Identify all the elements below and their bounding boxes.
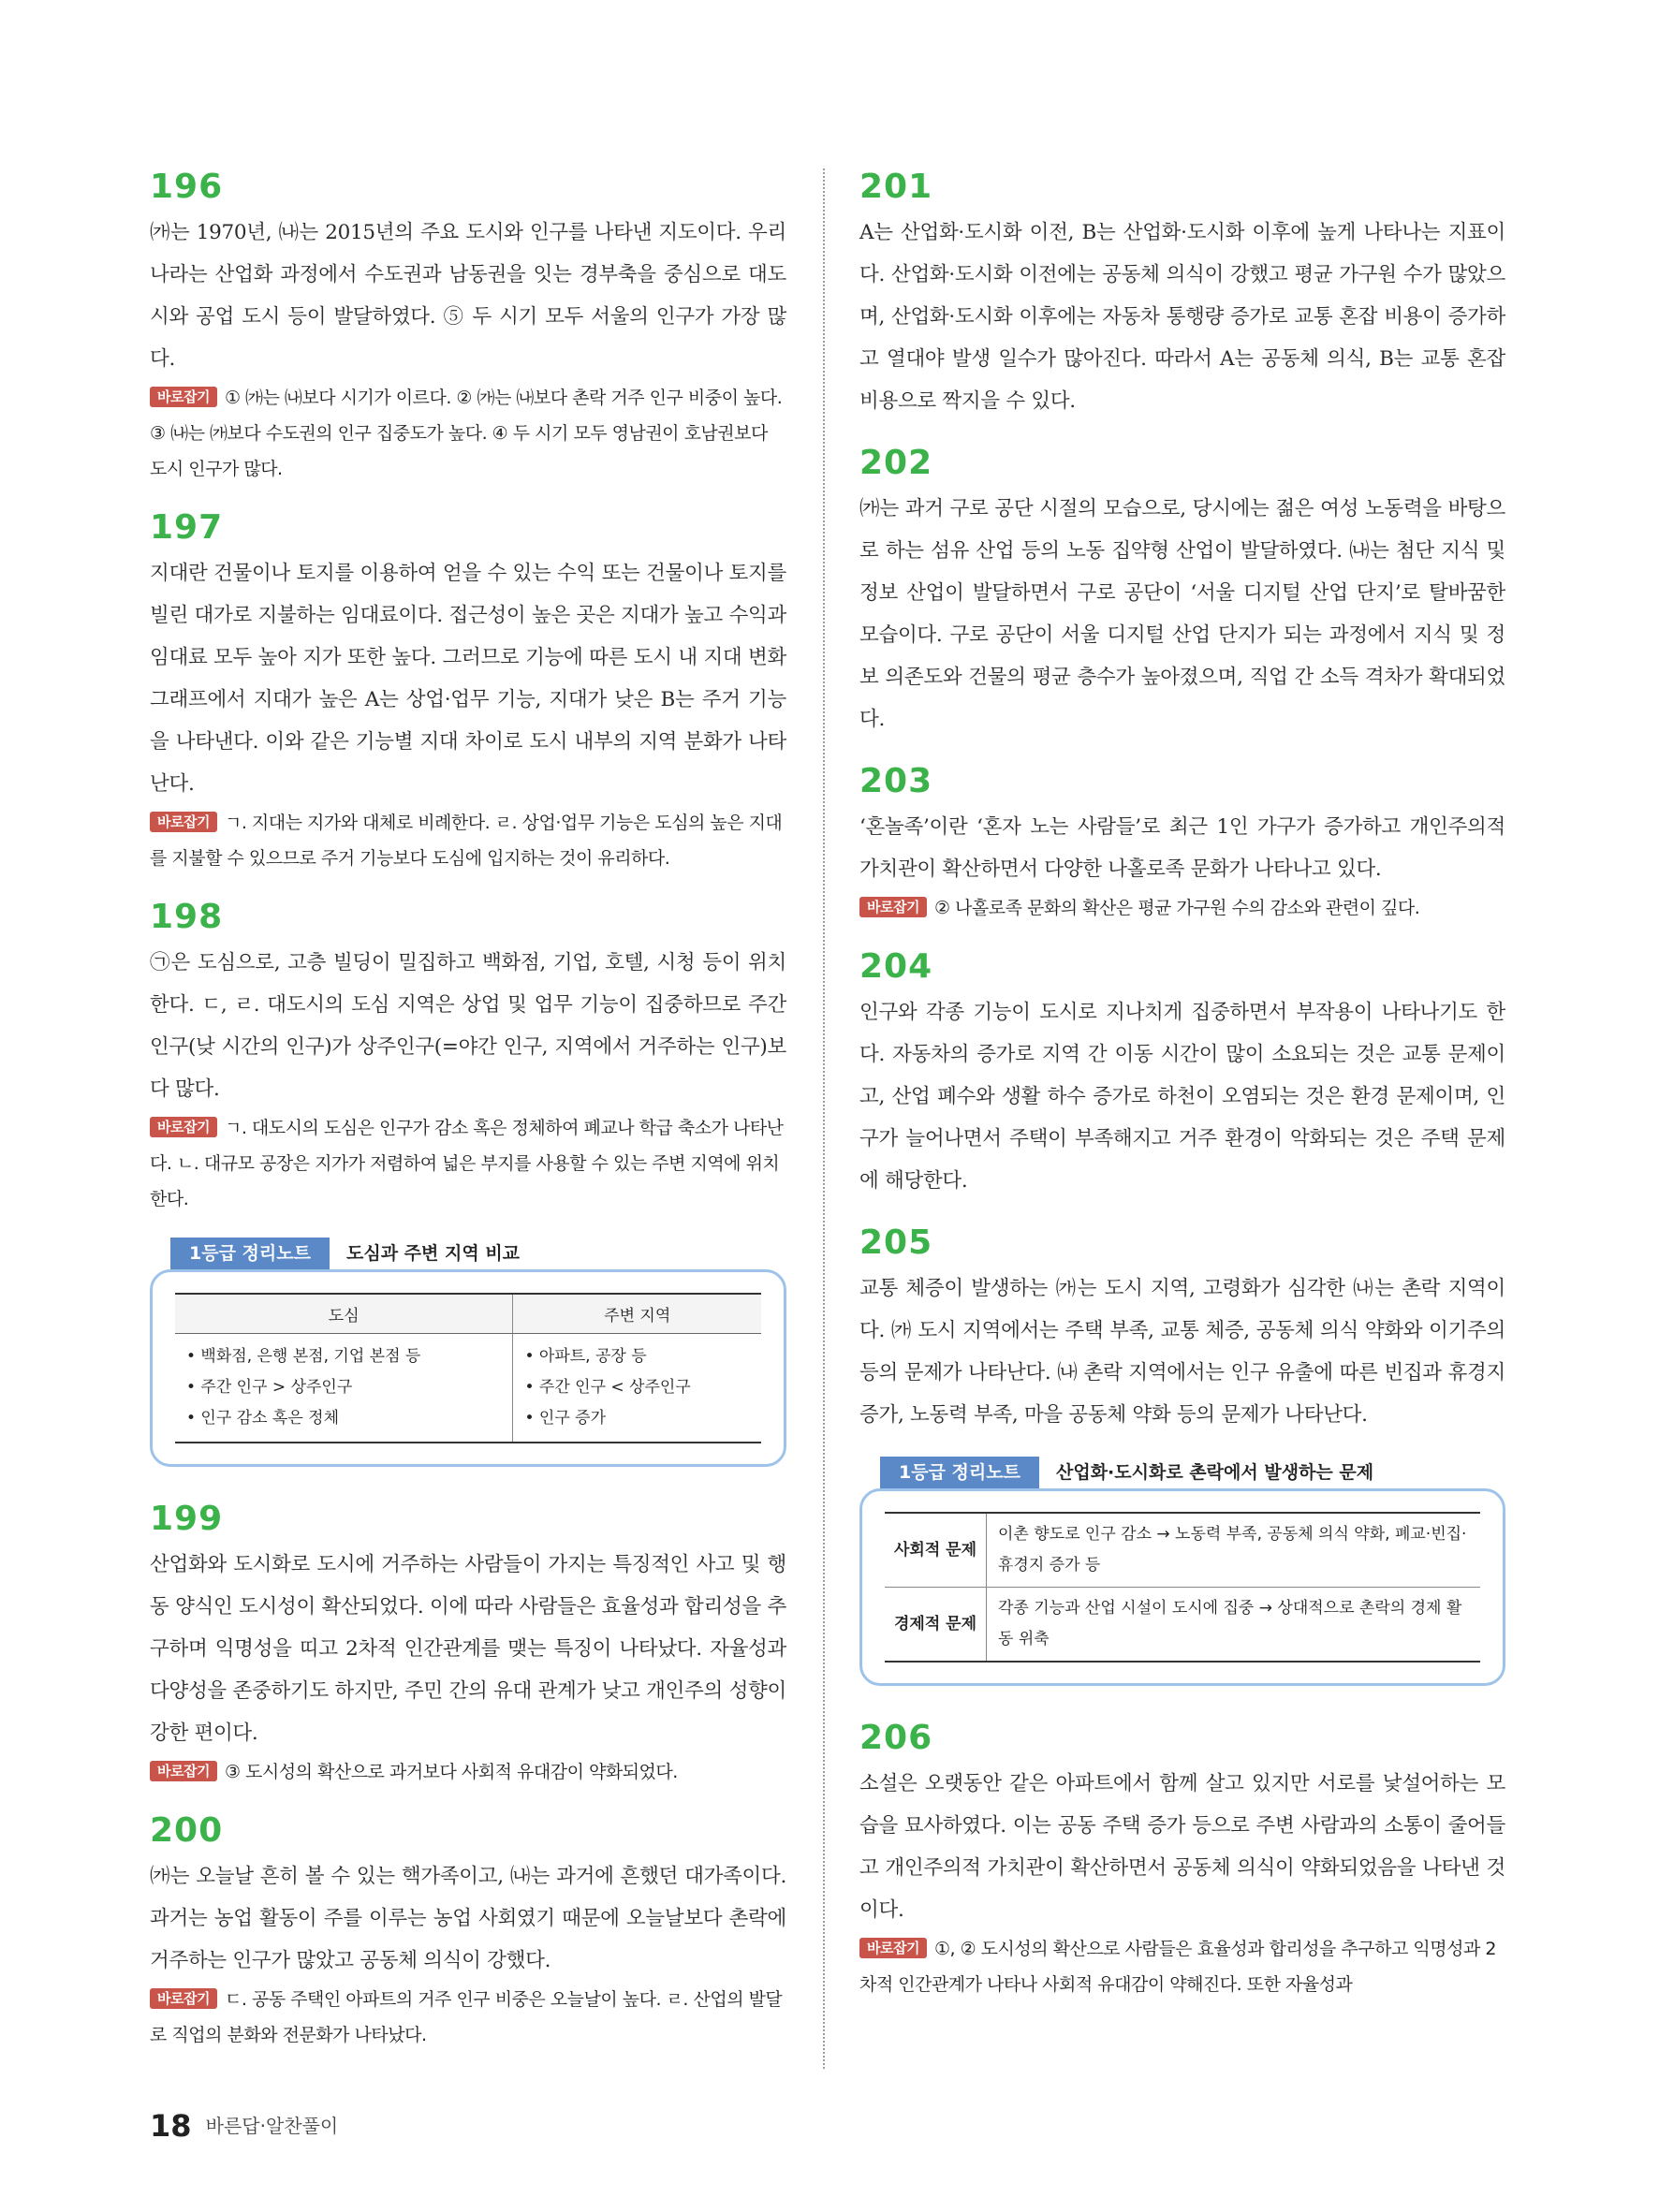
rural-problems-table — [885, 1512, 1480, 1663]
correction-note — [150, 1754, 786, 1790]
explanation-text: ㈎는 과거 구로 공단 시절의 모습으로, 당시에는 젊은 여성 노동력을 바탕으로 하는 섬유 산업 등의 노동 집약형 산업이 발달하였다. ㈏는 첨단 지식 및 정보 산업이 발달하면서 구로 공단이 ‘서울 디지털 산업 단지’로 탈바꿈한 모습이다. 구로 공단이 서울 디지털 산업 단지가 되는 과정에서 지식 및 정보 의존도와 건물의 평균 층수가 높아졌으며, 직업 간 소득 격차가 확대되었다. — [859, 497, 1505, 731]
list-item: • 백화점, 은행 본점, 기업 본점 등 — [186, 1347, 421, 1366]
list-item: • 아파트, 공장 등 — [524, 1347, 647, 1366]
correction-text: ③ 도시성의 확산으로 과거보다 사회적 유대감이 약화되었다. — [224, 1762, 678, 1782]
table-cell-suburb — [513, 1334, 761, 1443]
table-row — [885, 1513, 1480, 1588]
summary-note-box — [859, 1488, 1505, 1686]
correction-text: ㄱ. 지대는 지가와 대체로 비례한다. ㄹ. 상업·업무 기능은 도심의 높은 지대를 지불할 수 있으므로 주거 기능보다 도심에 입지하는 것이 유리하다. — [150, 813, 783, 869]
question-number: 198 — [150, 898, 224, 936]
answer-200 — [150, 1810, 786, 2053]
answer-202 — [859, 443, 1505, 740]
table-row — [885, 1588, 1480, 1663]
answer-196 — [150, 167, 786, 487]
question-number: 203 — [859, 762, 933, 800]
explanation-text: ㈎는 1970년, ㈏는 2015년의 주요 도시와 인구를 나타낸 지도이다. 우리나라는 산업화 과정에서 수도권과 남동권을 잇는 경부축을 중심으로 대도시와 공업 도시 등이 발달하였다. ⑤ 두 시기 모두 서울의 인구가 가장 많다. — [150, 221, 786, 371]
question-number: 205 — [859, 1223, 933, 1262]
correction-note — [150, 1982, 786, 2053]
explanation-text: 산업화와 도시화로 도시에 거주하는 사람들이 가지는 특징적인 사고 및 행동 양식인 도시성이 확산되었다. 이에 따라 사람들은 효율성과 합리성을 추구하며 익명성을 띠고 2차적 인간관계를 맺는 특징이 나타났다. 자율성과 다양성을 존중하기도 하지만, 주민 간의 유대 관계가 낮고 개인주의 성향이 강한 편이다. — [150, 1553, 786, 1745]
explanation-text: A는 산업화·도시화 이전, B는 산업화·도시화 이후에 높게 나타나는 지표이다. 산업화·도시화 이전에는 공동체 의식이 강했고 평균 가구원 수가 많았으며, 산업화·도시화 이후에는 자동차 통행량 증가로 교통 혼잡 비용이 증가하고 열대야 발생 일수가 많아진다. 따라서 A는 공동체 의식, B는 교통 혼잡 비용으로 짝지을 수 있다. — [859, 221, 1505, 413]
list-item: • 주간 인구 > 상주인구 — [186, 1378, 353, 1397]
summary-note-title: 산업화·도시화로 촌락에서 발생하는 문제 — [1056, 1462, 1374, 1483]
question-number: 201 — [859, 168, 933, 206]
right-column — [859, 167, 1505, 2023]
column-divider — [823, 168, 825, 2069]
table-header: 도심 — [175, 1294, 513, 1334]
correction-note — [859, 890, 1505, 926]
answer-199 — [150, 1499, 786, 1790]
answer-197 — [150, 507, 786, 876]
book-title: 바른답·알찬풀이 — [205, 2115, 339, 2137]
correction-tag: 바로잡기 — [150, 1117, 217, 1137]
question-number: 204 — [859, 947, 933, 986]
answer-203 — [859, 761, 1505, 926]
correction-tag: 바로잡기 — [859, 1938, 927, 1958]
question-number: 200 — [150, 1811, 224, 1850]
left-column — [150, 167, 786, 2073]
summary-note-tab: 1등급 정리노트 — [880, 1457, 1039, 1488]
summary-note-title: 도심과 주변 지역 비교 — [346, 1243, 521, 1264]
correction-tag: 바로잡기 — [859, 897, 927, 917]
question-number: 197 — [150, 508, 224, 547]
explanation-text: ㈎는 오늘날 흔히 볼 수 있는 핵가족이고, ㈏는 과거에 흔했던 대가족이다. 과거는 농업 활동이 주를 이루는 농업 사회였기 때문에 오늘날보다 촌락에 거주하는 인구가 많았고 공동체 의식이 강했다. — [150, 1865, 786, 1972]
correction-text: ①, ② 도시성의 확산으로 사람들은 효율성과 합리성을 추구하고 익명성과 2차적 인간관계가 나타나 사회적 유대감이 약해진다. 또한 자율성과 — [859, 1939, 1496, 1995]
table-header: 주변 지역 — [513, 1294, 761, 1334]
table-cell-downtown — [175, 1334, 513, 1443]
correction-text: ② 나홀로족 문화의 확산은 평균 가구원 수의 감소와 관련이 깊다. — [933, 898, 1420, 918]
row-label: 경제적 문제 — [885, 1588, 987, 1663]
correction-note — [150, 1110, 786, 1217]
answer-205 — [859, 1223, 1505, 1436]
row-text: 이촌 향도로 인구 감소 → 노동력 부족, 공동체 의식 약화, 폐교·빈집·휴경지 증가 등 — [998, 1525, 1467, 1575]
page-number: 18 — [150, 2108, 192, 2144]
row-text: 각종 기능과 산업 시설이 도시에 집중 → 상대적으로 촌락의 경제 활동 위축 — [987, 1588, 1481, 1663]
summary-note-header — [859, 1457, 1505, 1488]
summary-note-header — [150, 1238, 786, 1269]
explanation-text: ‘혼놀족’이란 ‘혼자 노는 사람들’로 최근 1인 가구가 증가하고 개인주의적 가치관이 확산하면서 다양한 나홀로족 문화가 나타나고 있다. — [859, 815, 1505, 881]
correction-tag: 바로잡기 — [150, 1988, 217, 2009]
correction-note — [150, 805, 786, 876]
correction-text: ㄷ. 공동 주택인 아파트의 거주 인구 비중은 오늘날이 높다. ㄹ. 산업의 발달로 직업의 분화와 전문화가 나타났다. — [150, 1989, 783, 2045]
row-label: 사회적 문제 — [885, 1513, 987, 1588]
list-item: • 인구 증가 — [524, 1409, 606, 1428]
correction-tag: 바로잡기 — [150, 1761, 217, 1781]
summary-note-box — [150, 1269, 786, 1467]
list-item: • 인구 감소 혹은 정체 — [186, 1409, 340, 1428]
question-number: 202 — [859, 444, 933, 482]
answer-206 — [859, 1718, 1505, 2002]
explanation-text: ㉠은 도심으로, 고층 빌딩이 밀집하고 백화점, 기업, 호텔, 시청 등이 위치한다. ㄷ, ㄹ. 대도시의 도심 지역은 상업 및 업무 기능이 집중하므로 주간 인구(낮 시간의 인구)가 상주인구(=야간 인구, 지역에서 거주하는 인구)보다 많다. — [150, 951, 786, 1101]
correction-text: ① ㈎는 ㈏보다 시기가 이르다. ② ㈎는 ㈏보다 촌락 거주 인구 비중이 높다. ③ ㈏는 ㈎보다 수도권의 인구 집중도가 높다. ④ 두 시기 모두 영남권이 호남권보다 도시 인구가 많다. — [150, 388, 783, 479]
question-number: 196 — [150, 168, 224, 206]
explanation-text: 교통 체증이 발생하는 ㈎는 도시 지역, 고령화가 심각한 ㈏는 촌락 지역이다. ㈎ 도시 지역에서는 주택 부족, 교통 체증, 공동체 의식 약화와 이기주의 등의 문제가 나타난다. ㈏ 촌락 지역에서는 인구 유출에 따른 빈집과 휴경지 증가, 노동력 부족, 마을 공동체 약화 등의 문제가 나타난다. — [859, 1277, 1505, 1427]
correction-tag: 바로잡기 — [150, 387, 217, 407]
explanation-text: 소설은 오랫동안 같은 아파트에서 함께 살고 있지만 서로를 낯설어하는 모습을 묘사하였다. 이는 공동 주택 증가 등으로 주변 사람과의 소통이 줄어들고 개인주의적 가치관이 확산하면서 공동체 의식이 약화되었음을 나타낸 것이다. — [859, 1772, 1505, 1922]
question-number: 199 — [150, 1500, 224, 1538]
answer-198 — [150, 897, 786, 1217]
correction-tag: 바로잡기 — [150, 812, 217, 832]
list-item: • 주간 인구 < 상주인구 — [524, 1378, 691, 1397]
answer-204 — [859, 946, 1505, 1202]
answer-201 — [859, 167, 1505, 422]
explanation-text: 지대란 건물이나 토지를 이용하여 얻을 수 있는 수익 또는 건물이나 토지를 빌린 대가로 지불하는 임대료이다. 접근성이 높은 곳은 지대가 높고 수익과 임대료 모두 높아 지가 또한 높다. 그러므로 기능에 따른 도시 내 지대 변화 그래프에서 지대가 높은 A는 상업·업무 기능, 지대가 낮은 B는 주거 기능을 나타낸다. 이와 같은 기능별 지대 차이로 도시 내부의 지역 분화가 나타난다. — [150, 562, 786, 796]
correction-note — [150, 380, 786, 487]
question-number: 206 — [859, 1719, 933, 1757]
correction-text: ㄱ. 대도시의 도심은 인구가 감소 혹은 정체하여 폐교나 학급 축소가 나타난다. ㄴ. 대규모 공장은 지가가 저렴하여 넓은 부지를 사용할 수 있는 주변 지역에 위치한다. — [150, 1118, 784, 1209]
page-footer — [150, 2108, 338, 2144]
comparison-table — [175, 1293, 761, 1443]
correction-note — [859, 1931, 1505, 2002]
explanation-text: 인구와 각종 기능이 도시로 지나치게 집중하면서 부작용이 나타나기도 한다. 자동차의 증가로 지역 간 이동 시간이 많이 소요되는 것은 교통 문제이고, 산업 폐수와 생활 하수 증가로 하천이 오염되는 것은 환경 문제이며, 인구가 늘어나면서 주택이 부족해지고 거주 환경이 악화되는 것은 주택 문제에 해당한다. — [859, 1001, 1505, 1193]
summary-note-tab: 1등급 정리노트 — [170, 1238, 330, 1269]
